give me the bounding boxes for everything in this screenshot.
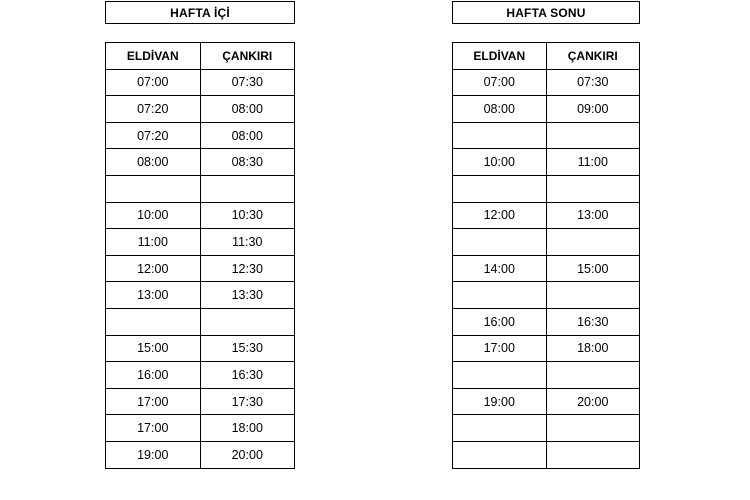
table-row: [106, 415, 295, 442]
cankiri-time-cell: 07:30: [200, 69, 295, 96]
table-row: [106, 255, 295, 282]
cankiri-time-cell: [546, 441, 640, 468]
eldivan-time-cell: [453, 282, 547, 309]
eldivan-time-cell: 14:00: [453, 255, 547, 282]
cankiri-time-cell: 20:00: [200, 441, 295, 468]
cankiri-time-cell: [200, 175, 295, 202]
weekday-title: HAFTA İÇİ: [105, 1, 295, 24]
table-row: [106, 388, 295, 415]
eldivan-time-cell: [453, 122, 547, 149]
table-row: [453, 229, 640, 256]
eldivan-time-cell: [453, 175, 547, 202]
cankiri-time-cell: 11:00: [546, 149, 640, 176]
table-row: [106, 122, 295, 149]
cankiri-time-cell: [546, 415, 640, 442]
cankiri-time-cell: 08:00: [200, 96, 295, 123]
cankiri-time-cell: 16:30: [546, 308, 640, 335]
eldivan-time-cell: [106, 308, 201, 335]
table-row: [453, 149, 640, 176]
eldivan-time-cell: 19:00: [106, 441, 201, 468]
table-row: [453, 255, 640, 282]
table-row: [106, 149, 295, 176]
table-row: [106, 229, 295, 256]
table-row: [453, 69, 640, 96]
column-header-cankiri: ÇANKIRI: [546, 43, 640, 70]
table-row: [453, 441, 640, 468]
table-row: [453, 335, 640, 362]
table-row: [106, 362, 295, 389]
table-row: [106, 202, 295, 229]
table-row: [453, 415, 640, 442]
table-row: [453, 122, 640, 149]
table-row: [453, 388, 640, 415]
cankiri-time-cell: 07:30: [546, 69, 640, 96]
eldivan-time-cell: 19:00: [453, 388, 547, 415]
cankiri-time-cell: 18:00: [546, 335, 640, 362]
eldivan-time-cell: [453, 441, 547, 468]
table-row: [453, 362, 640, 389]
eldivan-time-cell: [453, 362, 547, 389]
eldivan-time-cell: 13:00: [106, 282, 201, 309]
cankiri-time-cell: 08:00: [200, 122, 295, 149]
eldivan-time-cell: [453, 415, 547, 442]
cankiri-time-cell: [200, 308, 295, 335]
column-header-eldivan: ELDİVAN: [453, 43, 547, 70]
weekend-title: HAFTA SONU: [452, 1, 640, 24]
cankiri-time-cell: [546, 122, 640, 149]
cankiri-time-cell: 13:00: [546, 202, 640, 229]
table-row: [106, 441, 295, 468]
cankiri-time-cell: 08:30: [200, 149, 295, 176]
eldivan-time-cell: 10:00: [453, 149, 547, 176]
eldivan-time-cell: 15:00: [106, 335, 201, 362]
eldivan-time-cell: 07:20: [106, 122, 201, 149]
header-row: [453, 43, 640, 70]
cankiri-time-cell: [546, 175, 640, 202]
table-row: [106, 175, 295, 202]
table-row: [106, 335, 295, 362]
cankiri-time-cell: 10:30: [200, 202, 295, 229]
table-row: [106, 96, 295, 123]
cankiri-time-cell: 12:30: [200, 255, 295, 282]
eldivan-time-cell: 17:00: [453, 335, 547, 362]
cankiri-time-cell: 11:30: [200, 229, 295, 256]
eldivan-time-cell: 17:00: [106, 415, 201, 442]
column-header-eldivan: ELDİVAN: [106, 43, 201, 70]
eldivan-time-cell: 12:00: [106, 255, 201, 282]
eldivan-time-cell: [453, 229, 547, 256]
weekend-timetable: [452, 42, 640, 469]
eldivan-time-cell: 16:00: [106, 362, 201, 389]
eldivan-time-cell: 11:00: [106, 229, 201, 256]
eldivan-time-cell: 08:00: [106, 149, 201, 176]
eldivan-time-cell: [106, 175, 201, 202]
table-row: [453, 202, 640, 229]
table-row: [453, 308, 640, 335]
cankiri-time-cell: 18:00: [200, 415, 295, 442]
eldivan-time-cell: 12:00: [453, 202, 547, 229]
weekday-timetable: [105, 42, 295, 469]
table-row: [106, 282, 295, 309]
eldivan-time-cell: 07:00: [106, 69, 201, 96]
cankiri-time-cell: 13:30: [200, 282, 295, 309]
cankiri-time-cell: 16:30: [200, 362, 295, 389]
cankiri-time-cell: 15:30: [200, 335, 295, 362]
table-row: [106, 69, 295, 96]
cankiri-time-cell: [546, 282, 640, 309]
table-row: [453, 282, 640, 309]
column-header-cankiri: ÇANKIRI: [200, 43, 295, 70]
cankiri-time-cell: [546, 362, 640, 389]
cankiri-time-cell: 15:00: [546, 255, 640, 282]
eldivan-time-cell: 07:20: [106, 96, 201, 123]
cankiri-time-cell: 20:00: [546, 388, 640, 415]
eldivan-time-cell: 17:00: [106, 388, 201, 415]
eldivan-time-cell: 08:00: [453, 96, 547, 123]
cankiri-time-cell: 17:30: [200, 388, 295, 415]
header-row: [106, 43, 295, 70]
cankiri-time-cell: [546, 229, 640, 256]
eldivan-time-cell: 10:00: [106, 202, 201, 229]
table-row: [453, 175, 640, 202]
table-row: [106, 308, 295, 335]
eldivan-time-cell: 16:00: [453, 308, 547, 335]
table-row: [453, 96, 640, 123]
eldivan-time-cell: 07:00: [453, 69, 547, 96]
cankiri-time-cell: 09:00: [546, 96, 640, 123]
